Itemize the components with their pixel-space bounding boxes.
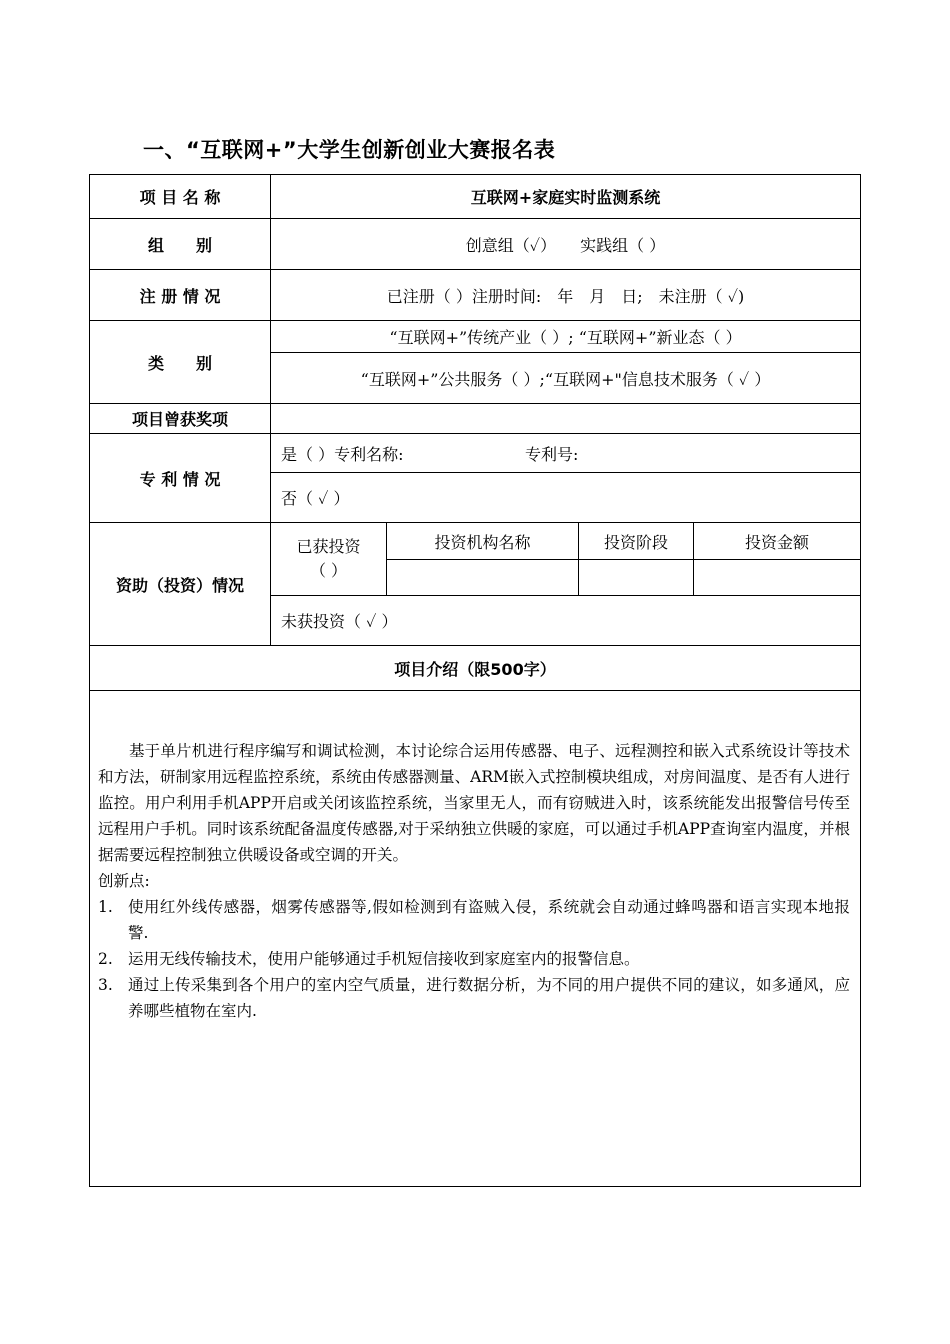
- category-label: 类 别: [147, 353, 212, 373]
- funding-invested: [271, 523, 386, 595]
- patent-label: 专 利 情 况: [139, 469, 221, 489]
- project-name-value: 互联网+家庭实时监测系统: [470, 188, 661, 207]
- group-value: 创意组（✓） 实践组（ ）: [465, 235, 666, 255]
- list-item-number: 3.: [98, 976, 113, 994]
- list-item-text: 使用红外线传感器，烟雾传感器等,假如检测到有盗贼入侵，系统就会自动通过蜂鸣器和语言实现本地报警.: [128, 898, 850, 942]
- patent-number-label: 专利号:: [525, 444, 579, 464]
- list-item-number: 2.: [98, 950, 113, 968]
- funding-amount-header: 投资金额: [744, 532, 809, 552]
- project-name-label: 项 目 名 称: [139, 188, 221, 207]
- table-border-right: [860, 174, 861, 1187]
- group-label: 组 别: [147, 235, 212, 255]
- row-separator: [89, 690, 861, 691]
- category-line-1: “互联网+”传统产业（ ）; “互联网+”新业态（ ）: [389, 328, 742, 347]
- intro-header: 项目介绍（限500字）: [394, 659, 556, 679]
- patent-yes: 是（ ）专利名称:: [281, 444, 404, 464]
- funding-label: 资助（投资）情况: [115, 575, 244, 595]
- funding-invested-line-2: （ ）: [309, 561, 348, 580]
- list-item-number: 1.: [98, 898, 113, 916]
- project-intro: [98, 738, 850, 1024]
- page-title: 一、“互联网+”大学生创新创业大赛报名表: [143, 138, 556, 162]
- funding-stage-header: 投资阶段: [603, 532, 668, 552]
- funding-institution-header: 投资机构名称: [434, 532, 531, 552]
- funding-invested-line-1: 已获投资: [296, 537, 361, 556]
- list-item-text: 运用无线传输技术，使用户能够通过手机短信接收到家庭室内的报警信息。: [128, 950, 640, 968]
- registration-value: 已注册（ ）注册时间: 年 月 日; 未注册（ ✓): [386, 286, 745, 306]
- funding-not-invested: 未获投资（ ✓ ）: [281, 612, 398, 631]
- category-line-2: “互联网+”公共服务（ ）;“互联网+"信息技术服务（ ✓ ）: [360, 369, 771, 389]
- patent-no: 否（ ✓ ）: [281, 489, 350, 508]
- table-border-bottom: [89, 1186, 861, 1187]
- innovation-label: 创新点:: [98, 872, 150, 890]
- funding-header-separator: [386, 559, 861, 560]
- list-item: [98, 894, 850, 946]
- list-item-text: 通过上传采集到各个用户的室内空气质量，进行数据分析，为不同的用户提供不同的建议，如多通风，应养哪些植物在室内.: [128, 976, 850, 1020]
- awards-value: [271, 404, 860, 433]
- list-item: [98, 972, 850, 1024]
- registration-label: 注 册 情 况: [139, 286, 221, 306]
- awards-label: 项目曾获奖项: [131, 410, 228, 429]
- list-item: [98, 946, 850, 972]
- intro-paragraph: 基于单片机进行程序编写和调试检测，本讨论综合运用传感器、电子、远程测控和嵌入式系统设计等技术和方法，研制家用远程监控系统，系统由传感器测量、ARM嵌入式控制模块组成，对房间温度、是否有人进行监控。用户利用手机APP开启或关闭该监控系统，当家里无人，而有窃贼进入时，该系统能发出报警信号传至远程用户手机。同时该系统配备温度传感器,对于采纳独立供暖的家庭，可以通过手机APP查询室内温度，并根据需要远程控制独立供暖设备或空调的开关。: [98, 742, 850, 864]
